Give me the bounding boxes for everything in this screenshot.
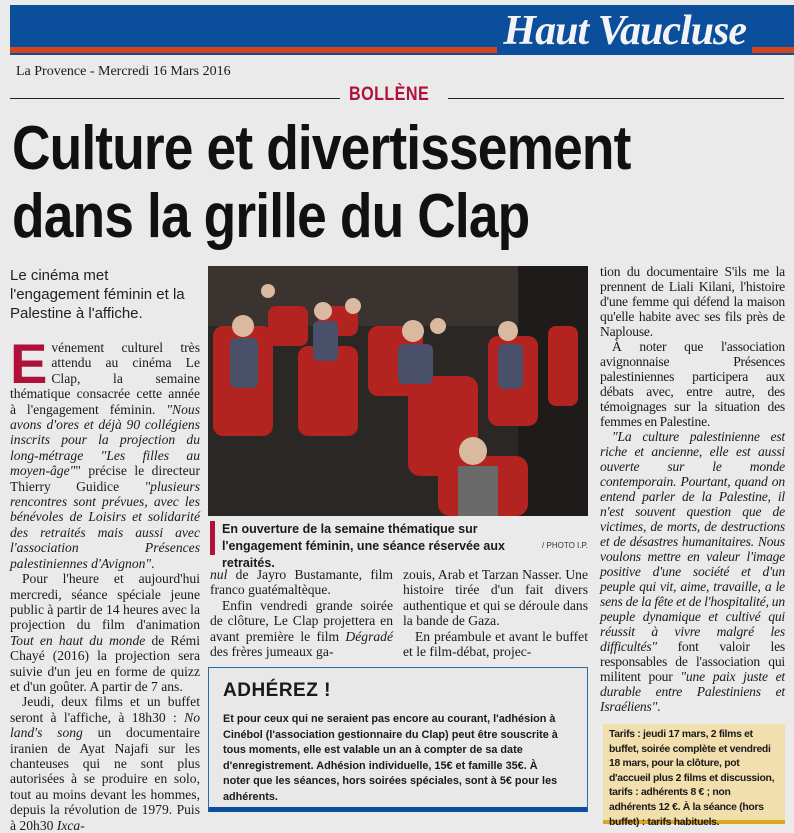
- divider: [448, 98, 784, 99]
- article-photo: [208, 266, 588, 516]
- section-banner: [10, 5, 794, 55]
- divider: [10, 98, 340, 99]
- text-segment: font valoir les responsables de l'association qui militent pour: [600, 639, 785, 684]
- text-segment: de Jayro Bustamante, film franco guatémaltèque.: [210, 567, 393, 598]
- text-segment: vénement culturel très attendu au cinéma Le Clap, la semaine thématique consacrée cette année à l'engagement féminin.: [10, 340, 200, 417]
- text-segment: Enfin vendredi grande soirée de clôture, Le Clap projettera en avant première le film: [210, 597, 393, 644]
- article-column-2: [210, 567, 393, 659]
- headline-line-2: dans la grille du Clap: [12, 182, 530, 251]
- section-label: BOLLÈNE: [349, 84, 430, 105]
- headline-line-1: Culture et divertissement: [12, 114, 631, 183]
- text-segment: Dégradé: [345, 628, 393, 644]
- drop-cap: E: [10, 332, 48, 395]
- text-segment: zouis, Arab et Tarzan Nasser. Une histoire tirée d'un fait divers authentique et qui se déroule dans la bande de Gaza.: [403, 567, 588, 629]
- article-paragraph: [10, 332, 200, 571]
- article-paragraph: [10, 694, 200, 833]
- text-segment: No land's song: [10, 709, 200, 741]
- text-segment: "plusieurs rencontres sont prévues, avec les bénévoles de Loisirs et solidarité des retraités mais aussi avec l'association Présences palestiniennes d'Avignon": [10, 478, 200, 571]
- membership-text: Et pour ceux qui ne seraient pas encore au courant, l'adhésion à Cinébol (l'association gestionnaire du Clap) peut être souscrite à tous moments, elle est valable un an à compter de sa date d'enregistrement. Adhésion individuelle, 15€ et famille 35€. À noter que les séances, hors soirées spéciales, sont à 5€ pour les adhérents.: [223, 713, 558, 803]
- text-segment: "une paix juste et durable entre Palestiniens et Israéliens": [600, 669, 785, 714]
- text-segment: .: [657, 699, 661, 714]
- article-column-4: [600, 264, 785, 714]
- caption-accent-bar: [210, 521, 215, 555]
- photo-credit: / PHOTO I.P.: [542, 541, 588, 550]
- article-paragraph: [403, 629, 588, 660]
- text-segment: "Nous avons d'ores et déjà 90 collégiens inscrits pour la projection du long-métrage "Les filles au moyen-âge": [10, 401, 200, 479]
- text-segment: " précise le directeur Thierry Guidice: [10, 463, 200, 494]
- section-header: [0, 84, 794, 108]
- text-segment: Jeudi, deux films et un buffet seront à l'affiche, à 18h30 :: [10, 694, 200, 725]
- photo-caption: [210, 519, 588, 570]
- text-segment: tion du documentaire S'ils me la prennent de Liali Kilani, l'histoire d'une femme qui défend la maison qu'elle habite avec ses fils près de Naplouse.: [600, 264, 785, 339]
- article-paragraph: [600, 264, 785, 339]
- membership-title: ADHÉREZ !: [223, 680, 331, 701]
- text-segment: .: [151, 555, 155, 571]
- dateline: La Provence - Mercredi 16 Mars 2016: [16, 64, 231, 79]
- text-segment: À noter que l'association avignonnaise Présences palestiniennes participera aux débats avec, entre autre, des témoignages sur la situation des femmes en Palestine.: [600, 339, 785, 429]
- article-paragraph: [600, 339, 785, 429]
- article-column-3: [403, 567, 588, 659]
- text-segment: "La culture palestinienne est riche et ancienne, elle est aussi ouverte sur le monde contemporain. Pourtant, quand on entend parler de la Palestine, il n'est souvent question que de victimes, de morts, de destructions et de désastres humanitaires. Nous voulons mettre en valeur l'image positive d'une société et d'un peuple qui vit, aime, travaille, a le sens de la fête et de l'hospitalité, un peuple dynamique et cultivé qui réussit à vivre malgré les difficultés": [600, 429, 785, 654]
- text-segment: des frères jumeaux ga-: [210, 644, 334, 660]
- article-paragraph: [210, 598, 393, 660]
- article-column-1: [10, 332, 200, 833]
- article-paragraph: [10, 571, 200, 694]
- banner-title: Haut Vaucluse: [497, 7, 752, 55]
- text-segment: En préambule et avant le buffet et le film-débat, projec-: [403, 628, 588, 660]
- lead-text: Le cinéma met l'engagement féminin et la Palestine à l'affiche.: [10, 267, 185, 322]
- pricing-box: Tarifs : jeudi 17 mars, 2 films et buffet, soirée complète et vendredi 18 mars, pour la clôture, pot d'accueil plus 2 films et discussion, tarifs : adhérents 8 € ; non adhérents 12 €. À la séance (hors buffet) : tarifs habituels.: [603, 724, 785, 824]
- text-segment: Ixca-: [56, 817, 85, 833]
- article-paragraph: [600, 429, 785, 714]
- text-segment: de Rémi Chayé (2016) la projection sera suivie d'un jeu en forme de quizz et d'un goûter. A partir de 7 ans.: [10, 632, 200, 694]
- text-segment: un documentaire iranien de Ayat Najafi sur les chanteuses qui ne sont plus autorisées à se produire en solo, tout au moins devant les hommes, depuis la révolution de 1979. Puis à 20h30: [10, 725, 200, 833]
- text-segment: Pour l'heure et aujourd'hui mercredi, séance spéciale jeune public à partir de 14 heures avec la projection du film d'animation: [10, 571, 200, 633]
- text-segment: nul: [210, 567, 228, 582]
- article-paragraph: [403, 567, 588, 629]
- caption-text: En ouverture de la semaine thématique sur l'engagement féminin, une séance réservée aux retraités.: [222, 522, 505, 570]
- text-segment: Tout en haut du monde: [10, 632, 146, 648]
- cinema-audience-image: [208, 266, 588, 516]
- membership-box: [208, 667, 588, 812]
- article-paragraph: [210, 567, 393, 598]
